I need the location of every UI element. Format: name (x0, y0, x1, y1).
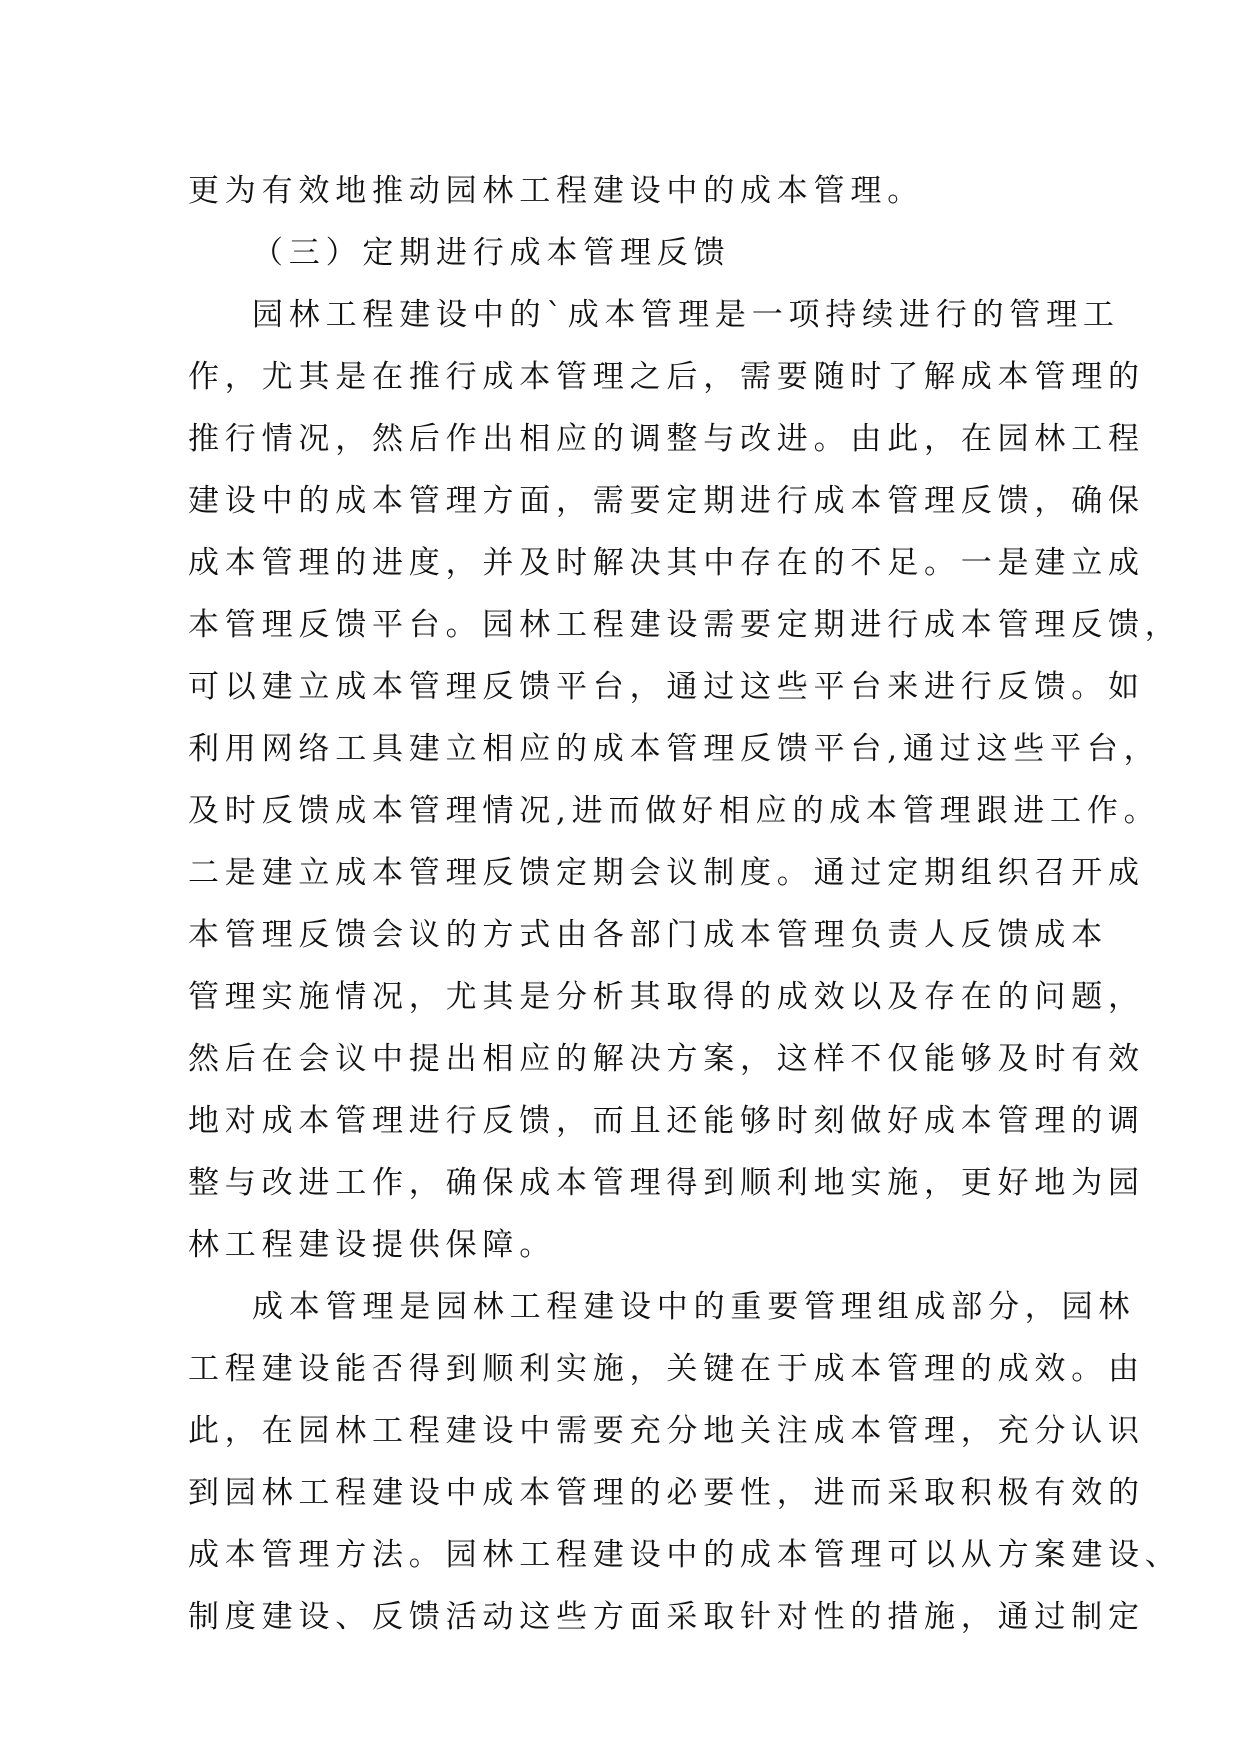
paragraph-1-line-16: 林工程建设提供保障。 (188, 1227, 556, 1263)
paragraph-1-line-2: 作，尤其是在推行成本管理之后，需要随时了解成本管理的 (188, 359, 1145, 395)
paragraph-1-line-6: 本管理反馈平台。园林工程建设需要定期进行成本管理反馈， (188, 607, 1182, 643)
paragraph-1-line-10: 二是建立成本管理反馈定期会议制度。通过定期组织召开成 (188, 855, 1145, 891)
paragraph-1-line-7: 可以建立成本管理反馈平台，通过这些平台来进行反馈。如 (188, 669, 1145, 705)
paragraph-1-line-11: 本管理反馈会议的方式由各部门成本管理负责人反馈成本 (188, 917, 1108, 953)
paragraph-1-line-13: 然后在会议中提出相应的解决方案，这样不仅能够及时有效 (188, 1041, 1145, 1077)
section-heading: （三）定期进行成本管理反馈 (252, 235, 731, 271)
paragraph-1-line-12: 管理实施情况，尤其是分析其取得的成效以及存在的问题， (188, 979, 1145, 1015)
body-text (188, 160, 1182, 1648)
paragraph-2-line-4: 到园林工程建设中成本管理的必要性，进而采取积极有效的 (188, 1475, 1145, 1511)
paragraph-1-line-14: 地对成本管理进行反馈，而且还能够时刻做好成本管理的调 (188, 1103, 1145, 1139)
paragraph-1-line-4: 建设中的成本管理方面，需要定期进行成本管理反馈，确保 (188, 483, 1145, 519)
paragraph-1-line-9: 及时反馈成本管理情况,进而做好相应的成本管理跟进工作。 (188, 793, 1161, 829)
continuation-line-1: 更为有效地推动园林工程建设中的成本管理。 (188, 173, 924, 209)
paragraph-2-line-3: 此，在园林工程建设中需要充分地关注成本管理，充分认识 (188, 1413, 1145, 1449)
paragraph-2-line-1: 成本管理是园林工程建设中的重要管理组成部分，园林 (252, 1289, 1136, 1325)
paragraph-2-line-5: 成本管理方法。园林工程建设中的成本管理可以从方案建设、 (188, 1537, 1182, 1573)
paragraph-1-line-1: 园林工程建设中的`成本管理是一项持续进行的管理工 (252, 297, 1120, 333)
paragraph-2-line-6: 制度建设、反馈活动这些方面采取针对性的措施，通过制定 (188, 1599, 1145, 1635)
paragraph-1-line-8: 利用网络工具建立相应的成本管理反馈平台,通过这些平台， (188, 731, 1161, 767)
paragraph-2-line-2: 工程建设能否得到顺利实施，关键在于成本管理的成效。由 (188, 1351, 1145, 1387)
paragraph-1-line-5: 成本管理的进度，并及时解决其中存在的不足。一是建立成 (188, 545, 1145, 581)
paragraph-1-line-3: 推行情况，然后作出相应的调整与改进。由此，在园林工程 (188, 421, 1145, 457)
paragraph-1-line-15: 整与改进工作，确保成本管理得到顺利地实施，更好地为园 (188, 1165, 1145, 1201)
